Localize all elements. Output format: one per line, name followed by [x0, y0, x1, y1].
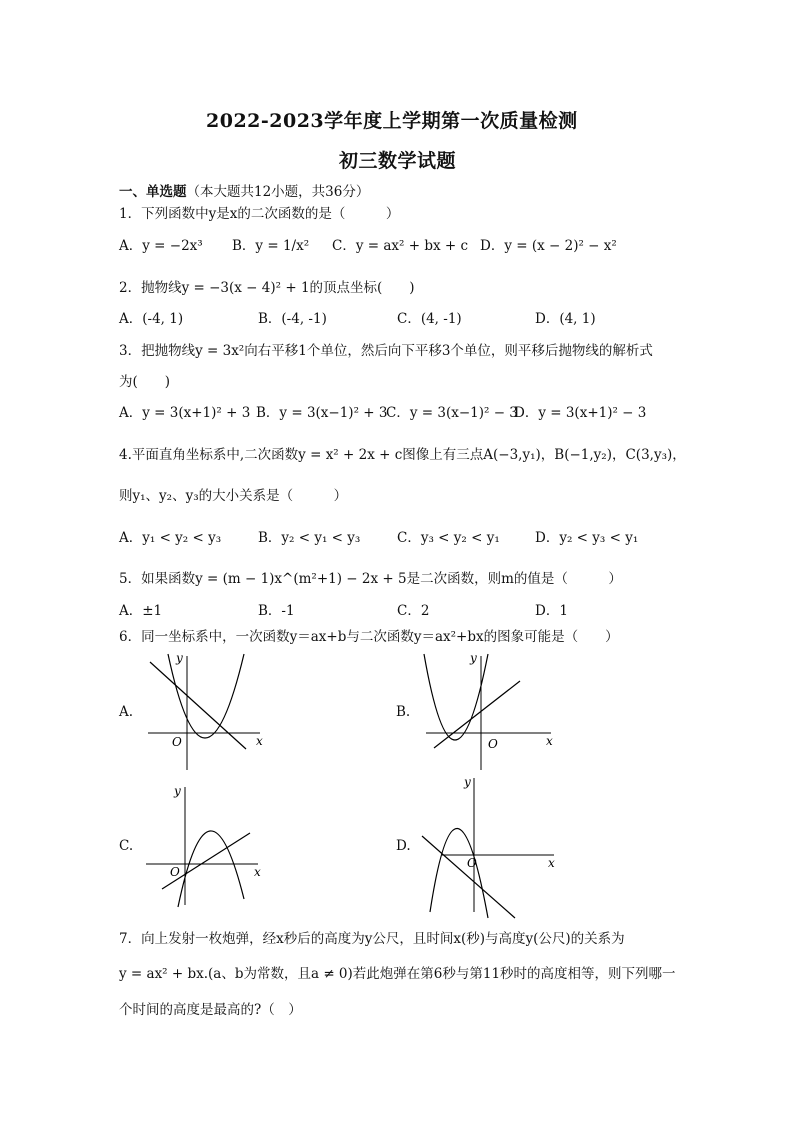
- page-title: 2022-2023学年度上学期第一次质量检测: [206, 110, 578, 132]
- q5-option-a: A．±1: [119, 603, 163, 619]
- q6-option-d-label: D.: [396, 838, 411, 854]
- q4-option-b: B．y₂ < y₁ < y₃: [258, 530, 361, 546]
- graph-c-line: [162, 833, 250, 889]
- page-subtitle: 初三数学试题: [339, 150, 457, 172]
- q1-option-d: D．y = (x − 2)² − x²: [480, 238, 617, 254]
- q2-option-d: D．(4, 1): [535, 311, 596, 327]
- q5-option-d: D．1: [535, 603, 568, 619]
- graph-a-parabola: [168, 654, 244, 738]
- q3-option-c: C．y = 3(x−1)² − 3: [386, 405, 518, 421]
- graph-d-x-label: x: [548, 856, 555, 870]
- graph-c-origin-label: O: [170, 865, 180, 879]
- question-7-stem: 7．向上发射一枚炮弹，经x秒后的高度为y公尺，且时间x(秒)与高度y(公尺)的关系为: [119, 931, 625, 947]
- graph-b-parabola: [424, 654, 488, 740]
- question-3-stem: 3．把抛物线y = 3x²向右平移1个单位，然后向下平移3个单位，则平移后抛物线的解析式: [119, 343, 653, 359]
- question-4-stem-cont: 则y₁、y₂、y₃的大小关系是（ ）: [119, 488, 348, 504]
- graph-a-x-label: x: [256, 734, 263, 748]
- q2-option-a: A．(-4, 1): [119, 311, 184, 327]
- q6-option-b-label: B.: [396, 704, 411, 720]
- q3-option-d: D．y = 3(x+1)² − 3: [514, 405, 647, 421]
- q1-option-b: B．y = 1/x²: [232, 238, 310, 254]
- question-6-stem: 6．同一坐标系中，一次函数y＝ax+b与二次函数y＝ax²+bx的图象可能是（ ）: [119, 629, 619, 645]
- section-title: 一、单选题: [119, 184, 187, 200]
- question-7-stem-cont: y = ax² + bx.(a、b为常数，且a ≠ 0)若此炮弹在第6秒与第11秒时的高度相等，则下列哪一: [119, 966, 676, 982]
- graph-b-x-label: x: [546, 734, 553, 748]
- q6-option-a-label: A.: [119, 704, 134, 720]
- graph-a-line: [150, 662, 246, 749]
- graph-c-x-label: x: [254, 865, 261, 879]
- question-2-stem: 2．抛物线y = −3(x − 4)² + 1的顶点坐标( ): [119, 280, 415, 296]
- q4-option-d: D．y₂ < y₃ < y₁: [535, 530, 639, 546]
- graph-c-y-label: y: [174, 784, 181, 798]
- graph-b: [418, 648, 558, 773]
- graph-d-y-label: y: [464, 775, 471, 789]
- graph-a: [140, 648, 275, 773]
- graph-d-parabola: [430, 828, 488, 918]
- graph-a-y-label: y: [176, 651, 183, 665]
- q1-option-c: C．y = ax² + bx + c: [332, 238, 469, 254]
- graph-d: [418, 772, 563, 920]
- graph-c: [140, 783, 275, 908]
- section-heading: [119, 180, 369, 200]
- graph-b-line: [434, 681, 520, 748]
- graph-a-origin-label: O: [172, 735, 182, 749]
- question-3-stem-cont: 为( ): [119, 374, 171, 390]
- q5-option-b: B．-1: [258, 603, 295, 619]
- question-4-stem: 4.平面直角坐标系中,二次函数y = x² + 2x + c图像上有三点A(−3,y₁)，B(−1,y₂)，C(3,y₃)，: [119, 447, 686, 463]
- section-note: （本大题共12小题，共36分）: [186, 184, 370, 200]
- q6-option-c-label: C.: [119, 838, 134, 854]
- q3-option-b: B．y = 3(x−1)² + 3: [256, 405, 388, 421]
- graph-d-origin-label: O: [467, 856, 477, 870]
- graph-c-parabola: [178, 831, 244, 907]
- question-5-stem: 5．如果函数y = (m − 1)x^(m²+1) − 2x + 5是二次函数，则m的值是（ ）: [119, 571, 622, 587]
- question-1-stem: 1．下列函数中y是x的二次函数的是（ ）: [119, 206, 400, 222]
- q1-option-a: A．y = −2x³: [119, 238, 203, 254]
- graph-b-origin-label: O: [488, 737, 498, 751]
- q2-option-b: B．(-4, -1): [258, 311, 327, 327]
- graph-b-y-label: y: [470, 651, 477, 665]
- question-7-stem-cont2: 个时间的高度是最高的?（ ）: [119, 1002, 302, 1018]
- q4-option-a: A．y₁ < y₂ < y₃: [119, 530, 222, 546]
- q3-option-a: A．y = 3(x+1)² + 3: [119, 405, 251, 421]
- q4-option-c: C．y₃ < y₂ < y₁: [397, 530, 500, 546]
- q5-option-c: C．2: [397, 603, 430, 619]
- q2-option-c: C．(4, -1): [397, 311, 462, 327]
